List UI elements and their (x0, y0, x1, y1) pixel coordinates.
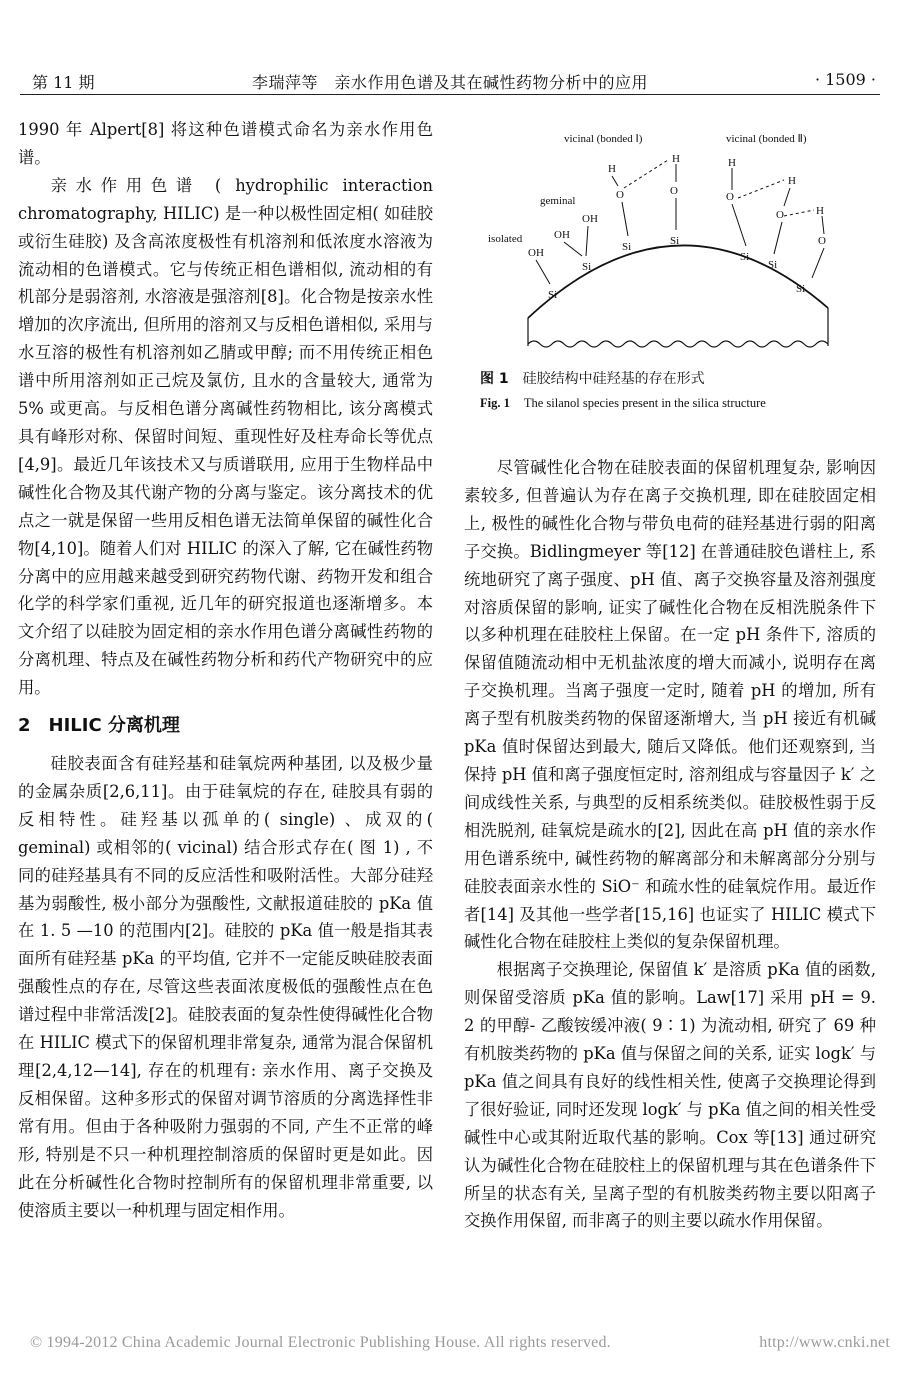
svg-text:OH: OH (554, 229, 570, 241)
left-column (18, 116, 433, 1224)
svg-text:OH: OH (528, 247, 544, 259)
svg-text:Si: Si (740, 251, 750, 263)
figure-caption-en: Fig. 1 The silanol species present in the silica structure (480, 396, 766, 410)
source-url: http://www.cnki.net (759, 1334, 890, 1351)
svg-text:H: H (788, 175, 796, 187)
figure-1 (478, 118, 878, 428)
label-geminal: geminal (540, 195, 576, 207)
paragraph: 硅胶表面含有硅羟基和硅氧烷两种基团, 以及极少量的金属杂质[2,6,11]。由于硅氧烷的存在, 硅胶具有弱的反相特性。硅羟基以孤单的( single) 、成双的( geminal) 或相邻的( vicinal) 结合形式存在( 图 1) , 不同的硅羟基具有不同的反应活性和吸附活性。大部分硅羟基为弱酸性, 极小部分为强酸性, 文献报道硅胶的 pKa 值在 1. 5 —10 的范围内[2]。硅胶的 pKa 值一般是指其表面所有硅羟基 pKa 的平均值, 它并不一定能反映硅胶表面强酸性点的存在, 尽管这些表面浓度极低的强酸性点在色谱过程中非常活泼[2]。硅胶表面的复杂性使得碱性化合物在 HILIC 模式下的保留机理非常复杂, 通常为混合保留机理[2,4,12—14], 存在的机理有: 亲水作用、离子交换及反相保留。这种多形式的保留对调节溶质的分离选择性非常有用。但由于各种吸附力强弱的不同, 产生不正常的峰形, 特别是不只一种机理控制溶质的保留时更是如此。因此在分析碱性化合物时控制所有的保留机理非常重要, 以使溶质主要以一种机理与固定相作用。 (18, 754, 433, 1220)
svg-text:Si: Si (796, 283, 806, 295)
svg-text:O: O (670, 185, 678, 197)
section-title: 2 HILIC 分离机理 (18, 715, 180, 737)
running-header (20, 68, 880, 95)
svg-text:Si: Si (548, 289, 558, 301)
svg-text:O: O (616, 189, 624, 201)
svg-text:Si: Si (622, 241, 632, 253)
paragraph: 尽管碱性化合物在硅胶表面的保留机理复杂, 影响因素较多, 但普遍认为存在离子交换机理, 即在硅胶固定相上, 极性的碱性化合物与带负电荷的硅羟基进行弱的阳离子交换。Bidlingmeyer 等[12] 在普通硅胶色谱柱上, 系统地研究了离子强度、pH 值、离子交换容量及溶剂强度对溶质保留的影响, 证实了碱性化合物在反相洗脱条件下以多种机理在硅胶柱上保留。在一定 pH 条件下, 溶质的保留值随流动相中无机盐浓度的增大而减小, 说明存在离子交换机理。当离子强度一定时, 随着 pH 的增加, 所有离子型有机胺类药物的保留逐渐增大, 当 pH 接近有机碱 pKa 值时保留达到最大, 随后又降低。他们还观察到, 当保持 pH 值和离子强度恒定时, 溶剂组成与容量因子 k′ 之间成线性关系, 与典型的反相系统类似。硅胶极性弱于反相洗脱剂, 硅氧烷是疏水的[2], 因此在高 pH 值的亲水作用色谱系统中, 碱性药物的解离部分和未解离部分分别与硅胶表面亲水性的 SiO⁻ 和疏水性的硅氧烷作用。最近作者[14] 及其他一些学者[15,16] 也证实了 HILIC 模式下碱性化合物在硅胶柱上类似的复杂保留机理。 (464, 458, 876, 952)
label-isolated: isolated (488, 233, 523, 245)
figure-caption-cn: 图 1 硅胶结构中硅羟基的存在形式 (480, 371, 705, 387)
svg-text:O: O (776, 209, 784, 221)
svg-text:O: O (818, 235, 826, 247)
right-column (464, 454, 876, 1235)
svg-text:O: O (726, 191, 734, 203)
svg-text:H: H (672, 153, 680, 165)
svg-text:Si: Si (768, 259, 778, 271)
issue-number: 第 11 期 (32, 73, 95, 92)
paragraph: 1990 年 Alpert[8] 将这种色谱模式命名为亲水作用色谱。 (18, 120, 433, 167)
label-vicinal-2: vicinal (bonded Ⅱ) (726, 133, 807, 145)
paragraph: 根据离子交换理论, 保留值 k′ 是溶质 pKa 值的函数, 则保留受溶质 pKa 值的影响。Law[17] 采用 pH = 9. 2 的甲醇- 乙酸铵缓冲液( 9∶1) 为流动相, 研究了 69 种有机胺类药物的 pKa 值与保留之间的关系, 证实 logk′ 与 pKa 值之间具有良好的线性相关性, 使离子交换理论得到了很好验证, 同时还发现 logk′ 与 pKa 值之间的相关性受碱性中心或其附近取代基的影响。Cox 等[13] 通过研究认为碱性化合物在硅胶柱上的保留机理与其在色谱条件下所呈的状态有关, 呈离子型的有机胺类药物主要以阳离子交换作用保留, 而非离子的则主要以疏水作用保留。 (464, 960, 876, 1231)
running-title: 李瑞萍等 亲水作用色谱及其在碱性药物分析中的应用 (251, 73, 648, 92)
page-number: · 1509 · (814, 70, 876, 89)
paragraph: 亲水作用色谱 ( hydrophilic interaction chromatography, HILIC) 是一种以极性固定相( 如硅胶或衍生硅胶) 及含高浓度极性有机溶剂和低浓度水溶液为流动相的色谱模式。它与传统正相色谱相似, 流动相的有机部分是弱溶剂, 水溶液是强溶剂[8]。化合物是按亲水性增加的次序流出, 但所用的溶剂又与反相色谱相似, 采用与水互溶的极性有机溶剂如乙腈或甲醇; 而不用传统正相色谱中所用溶剂如正己烷及氯仿, 且水的含量较大, 通常为 5% 或更高。与反相色谱分离碱性药物相比, 该分离模式具有峰形对称、保留时间短、重现性好及柱寿命长等优点[4,9]。最近几年该技术又与质谱联用, 应用于生物样品中碱性化合物及其代谢产物的分离与鉴定。该分离技术的优点之一就是保留一些用反相色谱无法简单保留的碱性化合物[4,10]。随着人们对 HILIC 的深入了解, 它在碱性药物分离中的应用越来越受到研究药物代谢、药物开发和组合化学的科学家们重视, 近几年的研究报道也逐渐增多。本文介绍了以硅胶为固定相的亲水作用色谱分离碱性药物的分离机理、特点及在碱性药物分析和药代产物研究中的应用。 (18, 175, 433, 698)
copyright-footer (30, 1334, 890, 1352)
svg-text:H: H (608, 163, 616, 175)
label-vicinal-1: vicinal (bonded Ⅰ) (564, 133, 643, 145)
svg-text:Si: Si (582, 261, 592, 273)
svg-text:OH: OH (582, 213, 598, 225)
svg-text:H: H (816, 205, 824, 217)
silanol-structure-diagram (478, 118, 878, 358)
svg-text:Si: Si (670, 235, 680, 247)
copyright-text: © 1994-2012 China Academic Journal Electronic Publishing House. All rights reserved. (30, 1334, 611, 1351)
svg-text:H: H (728, 157, 736, 169)
